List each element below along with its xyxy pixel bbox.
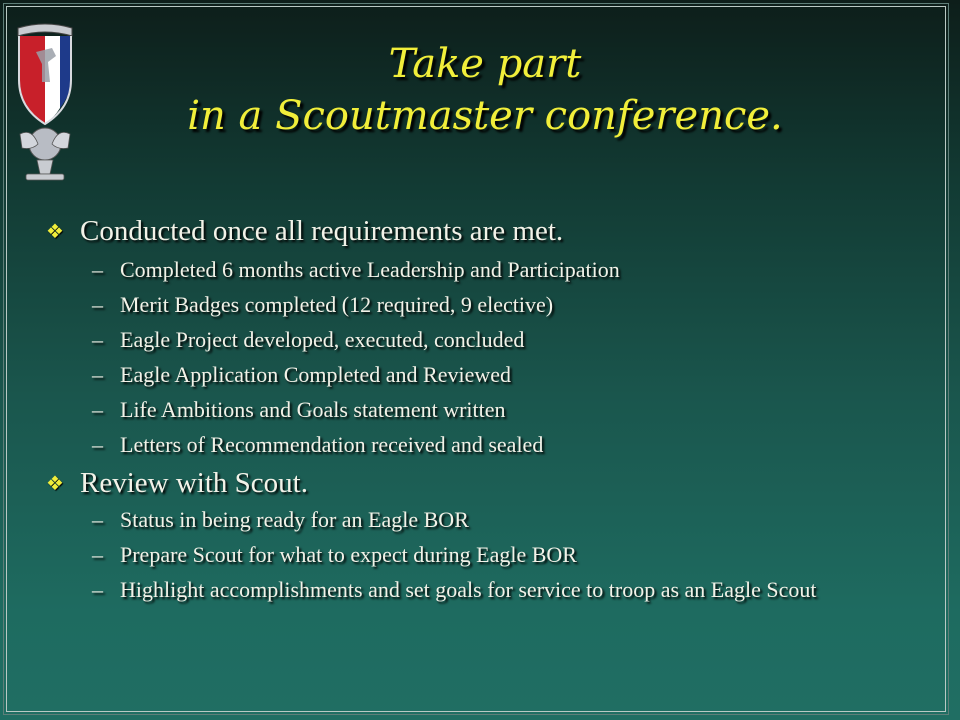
- sub-item-text: Prepare Scout for what to expect during Eagle BOR: [120, 542, 577, 567]
- sub-item: [92, 398, 892, 422]
- sub-item-text: Merit Badges completed (12 required, 9 elective): [120, 292, 554, 317]
- bullet-text: Review with Scout.: [80, 467, 308, 499]
- title-line-1: Take part: [388, 41, 582, 87]
- sub-item-text: Eagle Project developed, executed, concluded: [120, 327, 525, 352]
- dash-marker: –: [92, 577, 103, 602]
- sub-item: [92, 293, 892, 317]
- sub-item: [92, 508, 892, 532]
- sub-item: [92, 328, 892, 352]
- sub-item: [92, 433, 892, 457]
- dash-marker: –: [92, 292, 103, 317]
- sub-item: [92, 258, 892, 282]
- sub-item: [92, 543, 892, 567]
- dash-marker: –: [92, 397, 103, 422]
- sub-item-text: Letters of Recommendation received and sealed: [120, 432, 544, 457]
- sub-item-text: Eagle Application Completed and Reviewed: [120, 362, 512, 387]
- bullet-text: Conducted once all requirements are met.: [80, 215, 564, 247]
- bullet-item: [44, 214, 563, 248]
- sub-item: [92, 578, 892, 602]
- dash-marker: –: [92, 432, 103, 457]
- sub-item-text: Completed 6 months active Leadership and Participation: [120, 257, 620, 282]
- dash-marker: –: [92, 542, 103, 567]
- title-line-2: in a Scoutmaster conference.: [187, 93, 783, 139]
- sub-item-text: Highlight accomplishments and set goals for service to troop as an Eagle Scout: [120, 577, 817, 602]
- dash-marker: –: [92, 362, 103, 387]
- bullet-diamond-icon: ❖: [46, 221, 64, 243]
- sub-item-text: Status in being ready for an Eagle BOR: [120, 507, 469, 532]
- bullet-item: [44, 466, 308, 500]
- bullet-diamond-icon: ❖: [46, 473, 64, 495]
- sub-item-text: Life Ambitions and Goals statement written: [120, 397, 506, 422]
- dash-marker: –: [92, 327, 103, 352]
- sub-item: [92, 363, 892, 387]
- dash-marker: –: [92, 257, 103, 282]
- dash-marker: –: [92, 507, 103, 532]
